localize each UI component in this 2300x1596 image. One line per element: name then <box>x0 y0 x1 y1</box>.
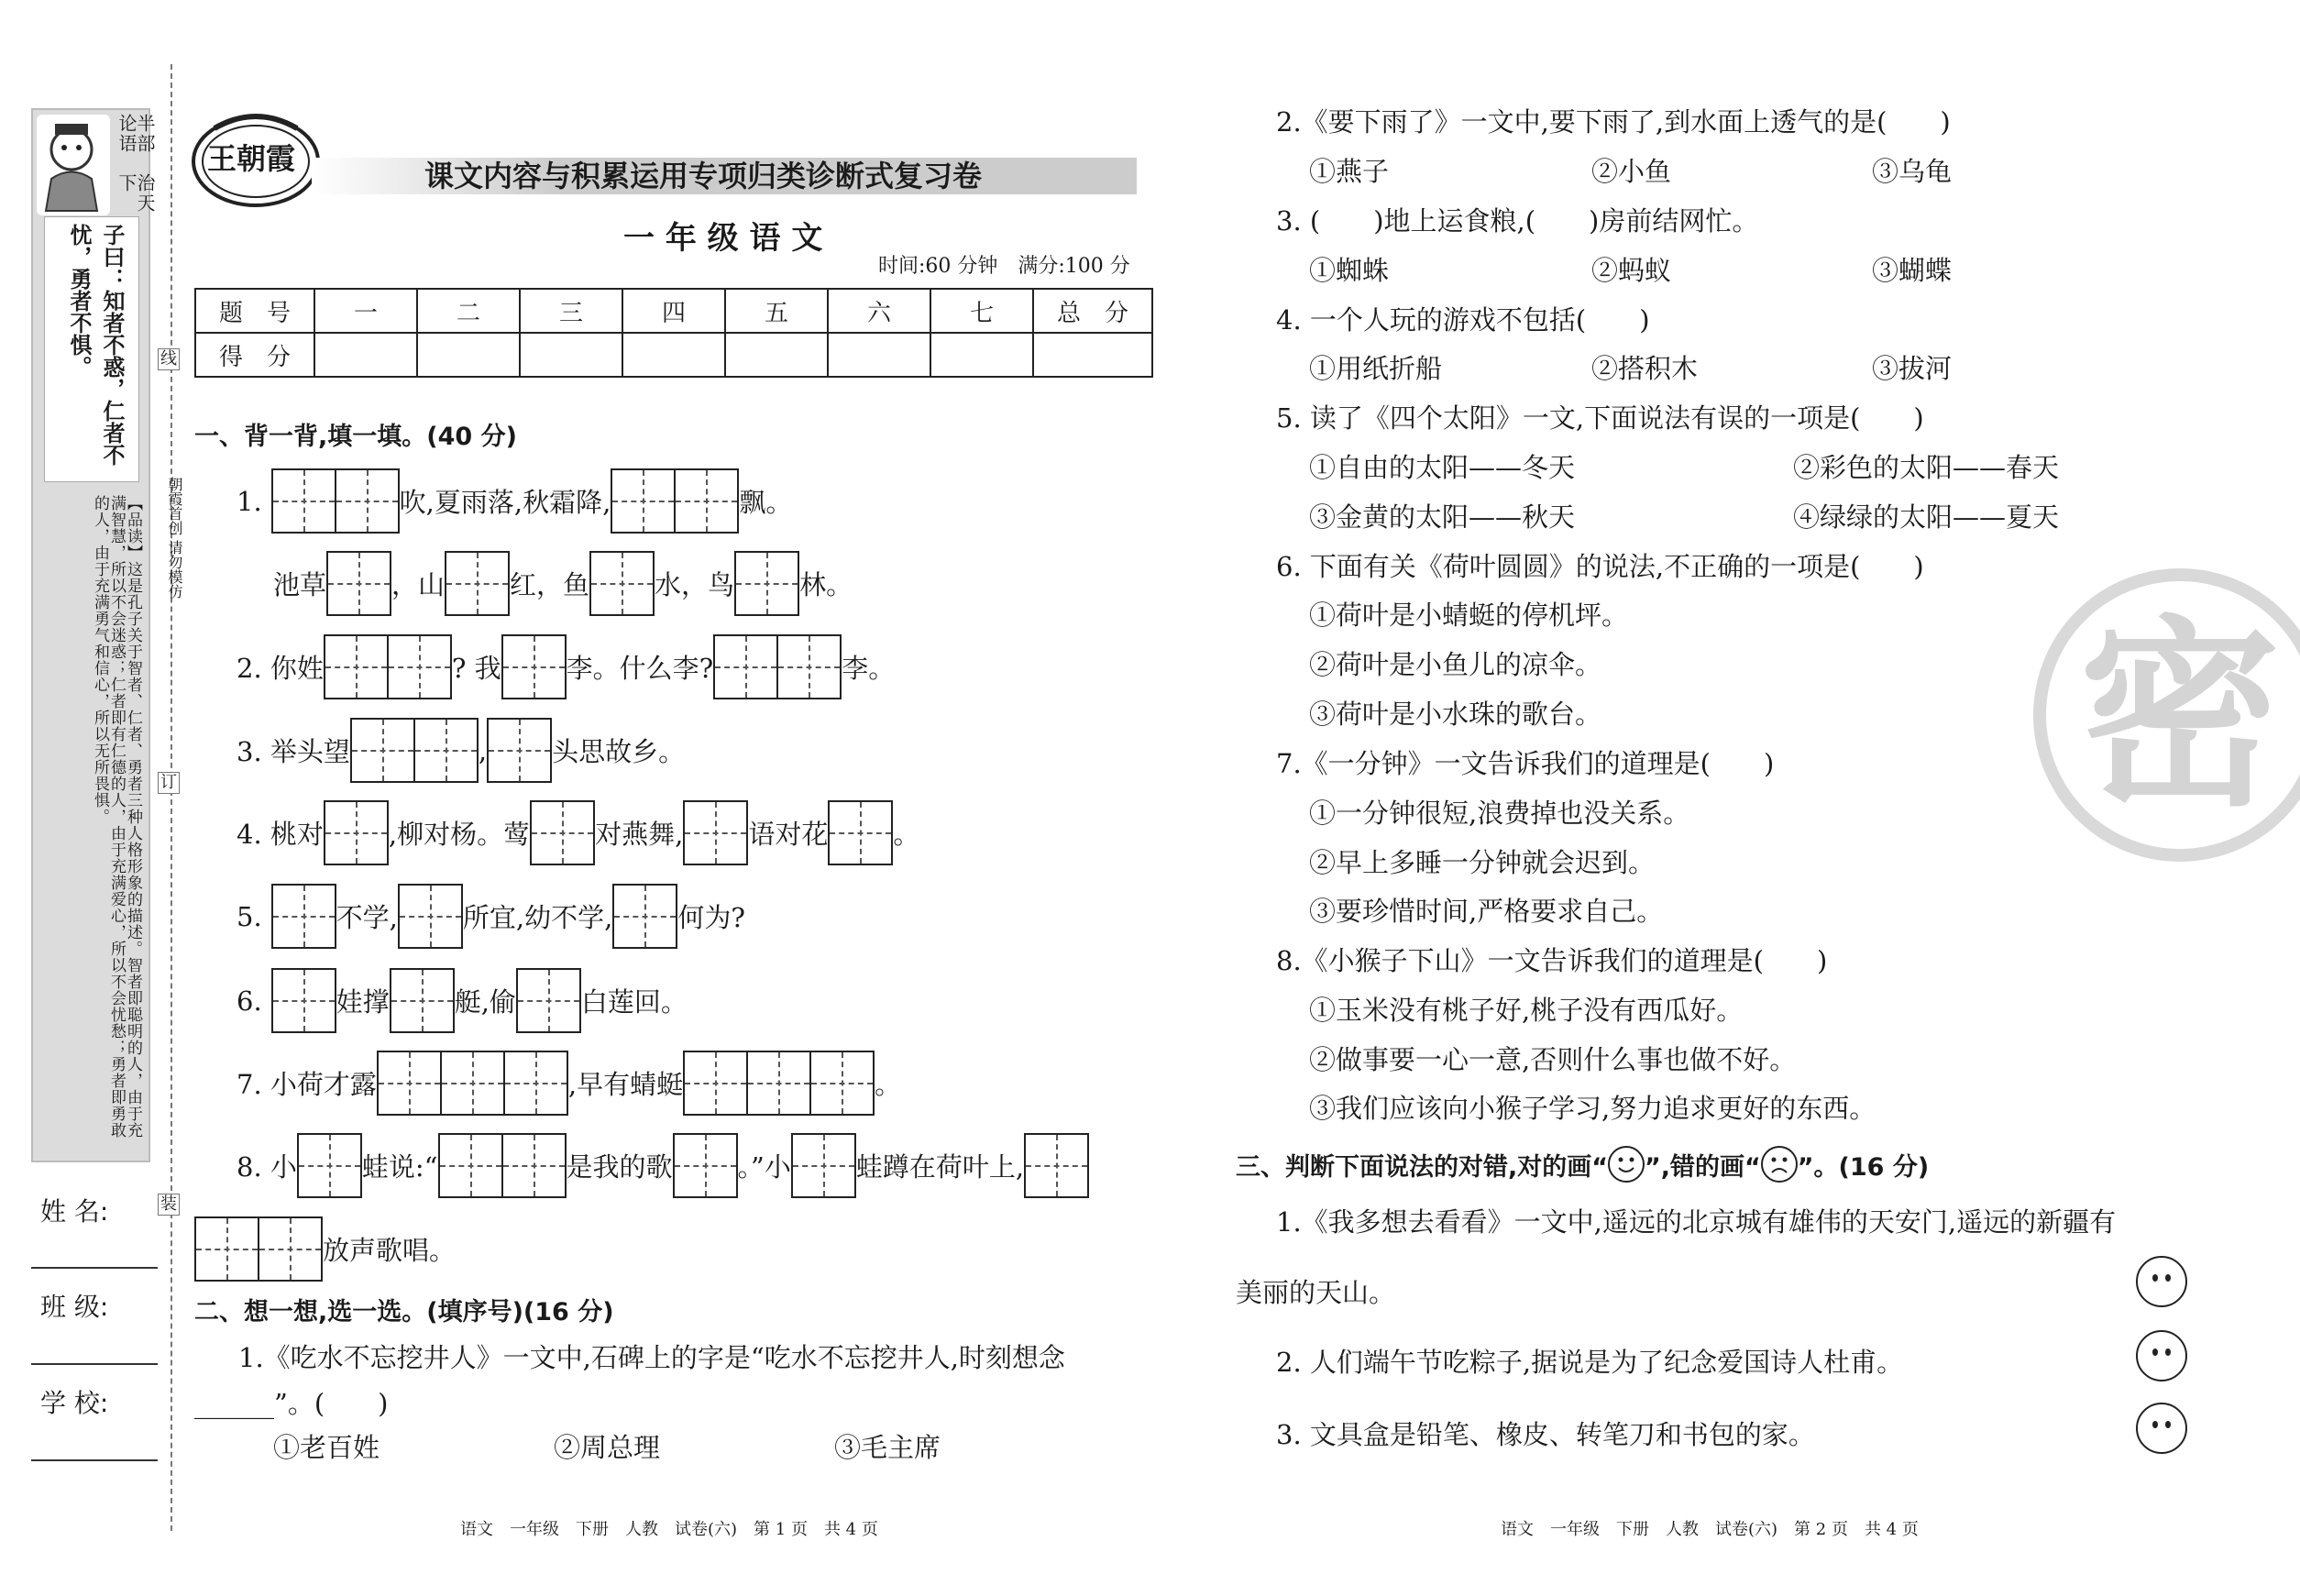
score-header: 一 <box>314 289 417 333</box>
tian-box[interactable] <box>501 1133 567 1198</box>
tian-box[interactable] <box>683 800 748 865</box>
q-text: , <box>478 734 488 766</box>
tian-box[interactable] <box>746 1051 811 1116</box>
s2-q1-opt: ①老百姓 <box>273 1432 380 1463</box>
s2-q3: 3. ( )地上运食粮,( )房前结网忙。 <box>1276 205 1759 237</box>
q7 <box>237 1051 901 1116</box>
score-header: 四 <box>622 289 725 333</box>
score-cell[interactable] <box>622 333 725 377</box>
smile-icon <box>1608 1146 1645 1183</box>
q1b <box>273 551 853 616</box>
tian-box[interactable] <box>387 634 452 699</box>
q-text: 。”小 <box>737 1151 791 1183</box>
sidebar-portrait-icon <box>37 115 110 215</box>
q-text: ? 我 <box>451 653 501 684</box>
q8b <box>194 1216 456 1282</box>
fold-mark-3: 装 <box>158 1194 180 1216</box>
s2-q6-opt: ②荷叶是小鱼儿的凉伞。 <box>1309 649 1602 680</box>
q-text: 5. <box>237 900 262 932</box>
tian-box[interactable] <box>350 718 415 783</box>
name-label: 姓 名: <box>40 1196 109 1227</box>
s2-q4-opt: ③拔河 <box>1872 353 1953 384</box>
logo-text: 王朝霞 <box>207 141 296 176</box>
answer-face-icon[interactable] <box>2136 1403 2187 1454</box>
s2-q5-opt: ①自由的太阳——冬天 <box>1309 452 1576 483</box>
s2-q4-opt: ①用纸折船 <box>1309 353 1443 384</box>
q-text: 艇,偷 <box>454 986 516 1018</box>
tian-box[interactable] <box>734 551 799 616</box>
s2-q8-opt: ③我们应该向小猴子学习,努力追求更好的东西。 <box>1309 1093 1876 1124</box>
tian-box[interactable] <box>438 1133 503 1198</box>
binding-line <box>171 64 172 1531</box>
score-header: 总 分 <box>1033 289 1152 333</box>
tian-box[interactable] <box>487 718 552 783</box>
score-cell[interactable] <box>1033 333 1152 377</box>
q-text: 所宜,幼不学, <box>462 902 613 933</box>
class-label: 班 级: <box>40 1292 109 1322</box>
s2-q6: 6. 下面有关《荷叶圆圆》的说法,不正确的一项是( ) <box>1276 551 1924 582</box>
s2-q7-opt: ③要珍惜时间,严格要求自己。 <box>1309 896 1664 927</box>
tian-box[interactable] <box>271 884 336 949</box>
score-cell[interactable] <box>725 333 828 377</box>
q8 <box>237 1133 1089 1198</box>
q-text: 4. 桃对 <box>237 819 324 850</box>
tian-box[interactable] <box>501 634 567 699</box>
tian-box[interactable] <box>673 1133 738 1198</box>
s2-q8: 8.《小猴子下山》一文告诉我们的道理是( ) <box>1276 945 1828 976</box>
q-text: 2. 你姓 <box>237 653 324 684</box>
s2-q1: 1.《吃水不忘挖井人》一文中,石碑上的字是“吃水不忘挖井人,时刻想念 <box>238 1342 1065 1373</box>
answer-face-icon[interactable] <box>2136 1256 2187 1307</box>
q-text: 语对花 <box>748 819 829 850</box>
score-header: 三 <box>520 289 622 333</box>
section3-heading-a: 三、判断下面说法的对错,对的画“ <box>1236 1152 1609 1182</box>
s2-q2-opt: ②小鱼 <box>1591 156 1672 187</box>
frown-icon <box>1761 1146 1798 1183</box>
tian-box[interactable] <box>530 800 595 865</box>
score-cell[interactable] <box>314 333 417 377</box>
s2-q5: 5. 读了《四个太阳》一文,下面说法有误的一项是( ) <box>1276 402 1924 434</box>
s2-q1-opt: ③毛主席 <box>834 1432 941 1463</box>
tian-box[interactable] <box>612 884 677 949</box>
commentary-text: 【品读】这是孔子关于智者、仁者、勇者三种人格形象的描述。智者即聪明的人，由于充满智慧，所以不会迷惑；仁者即有仁德的人，由于充满爱心，所以不会忧愁；勇者即勇敢的人，由于充满勇气和信心，所以无所畏惧。 <box>91 495 142 1139</box>
q-text: 头思故乡。 <box>552 736 686 767</box>
q-text: 林。 <box>799 569 853 600</box>
q2 <box>237 634 895 699</box>
s2-q7-opt: ①一分钟很短,浪费掉也没关系。 <box>1309 798 1690 829</box>
s2-q4: 4. 一个人玩的游戏不包括( ) <box>1276 304 1650 336</box>
tian-box[interactable] <box>258 1216 323 1282</box>
q-text: 水，鸟 <box>655 569 735 600</box>
tian-box[interactable] <box>297 1133 362 1198</box>
tian-box[interactable] <box>503 1051 568 1116</box>
tian-box[interactable] <box>390 968 455 1033</box>
tian-box[interactable] <box>516 968 581 1033</box>
s2-q8-opt: ②做事要一心一意,否则什么事也做不好。 <box>1309 1044 1797 1075</box>
q-text: 放声歌唱。 <box>323 1235 457 1266</box>
exam-meta: 时间:60 分钟 满分:100 分 <box>878 255 1130 278</box>
score-cell[interactable] <box>417 333 520 377</box>
score-header: 五 <box>725 289 828 333</box>
s2-q6-opt: ①荷叶是小蜻蜓的停机坪。 <box>1309 600 1629 631</box>
section3-heading-b: ”,错的画“ <box>1645 1152 1761 1182</box>
tian-box[interactable] <box>828 800 893 865</box>
section3-heading <box>1236 1146 1929 1183</box>
seal-text: 密 <box>2078 596 2281 833</box>
tian-box[interactable] <box>271 468 336 534</box>
tian-box[interactable] <box>413 718 479 783</box>
copyright-note: 朝霞首创 请勿模仿 <box>166 477 183 600</box>
tian-box[interactable] <box>589 551 655 616</box>
q-text: 不学, <box>336 902 398 933</box>
q-text: 飘。 <box>739 487 793 518</box>
s2-q2: 2.《要下雨了》一文中,要下雨了,到水面上透气的是( ) <box>1276 106 1951 138</box>
s2-q8-opt: ①玉米没有桃子好,桃子没有西瓜好。 <box>1309 995 1744 1026</box>
s2-q5-opt: ③金黄的太阳——秋天 <box>1309 501 1576 533</box>
s2-q3-opt: ③蝴蝶 <box>1872 255 1953 286</box>
score-row-label: 得 分 <box>195 333 314 377</box>
class-field[interactable] <box>31 1363 158 1365</box>
q4 <box>237 800 919 865</box>
s3-q2: 2. 人们端午节吃粽子,据说是为了纪念爱国诗人杜甫。 <box>1276 1347 1904 1378</box>
fold-mark-2: 订 <box>158 772 180 794</box>
quote-text: 子曰：知者不惑，仁者不忧，勇者不惧。 <box>66 224 126 466</box>
q-text: 是我的歌 <box>566 1151 673 1183</box>
doc-subtitle: 一 年 级 语 文 <box>623 220 823 257</box>
s2-q7-opt: ②早上多睡一分钟就会迟到。 <box>1309 847 1656 878</box>
tian-box[interactable] <box>324 800 389 865</box>
q-text: 对燕舞, <box>595 819 684 850</box>
q-text: 蛙蹲在荷叶上, <box>855 1151 1025 1183</box>
tian-box[interactable] <box>683 1051 748 1116</box>
answer-face-icon[interactable] <box>2136 1330 2187 1381</box>
q-text: 池草 <box>273 569 327 600</box>
score-cell[interactable] <box>520 333 622 377</box>
score-header: 二 <box>417 289 520 333</box>
s2-q6-opt: ③荷叶是小水珠的歌台。 <box>1309 699 1602 730</box>
tian-box[interactable] <box>809 1051 875 1116</box>
q-text: 何为? <box>677 902 745 933</box>
s2-q2-opt: ①燕子 <box>1309 156 1390 187</box>
doc-title: 课文内容与积累运用专项归类诊断式复习卷 <box>424 159 983 193</box>
q1a <box>237 468 792 534</box>
score-header: 六 <box>828 289 930 333</box>
score-header: 题 号 <box>195 289 314 333</box>
q-text: 3. 举头望 <box>237 736 350 767</box>
tian-box[interactable] <box>776 634 842 699</box>
q-text: ,柳对杨。莺 <box>388 819 531 850</box>
s3-q1b: 美丽的天山。 <box>1236 1277 1396 1308</box>
score-table <box>194 288 1153 378</box>
tian-box[interactable] <box>377 1051 442 1116</box>
tian-box[interactable] <box>324 634 389 699</box>
s2-q7: 7.《一分钟》一文告诉我们的道理是( ) <box>1276 748 1775 779</box>
tian-box[interactable] <box>440 1051 505 1116</box>
logo <box>187 108 325 209</box>
q-text: 白莲回。 <box>580 986 688 1018</box>
score-header-row <box>195 289 1152 333</box>
school-label: 学 校: <box>40 1388 109 1418</box>
tian-box[interactable] <box>335 468 400 534</box>
score-cell[interactable] <box>828 333 930 377</box>
tian-box[interactable] <box>194 1216 259 1282</box>
q-text: 8. 小 <box>237 1151 297 1183</box>
tian-box[interactable] <box>398 884 463 949</box>
section3-heading-c: ”。(16 分) <box>1797 1152 1930 1182</box>
q-text: ,早有蜻蜓 <box>567 1069 684 1100</box>
q-text: ，山 <box>391 569 446 600</box>
q5 <box>237 884 745 949</box>
s2-q1-opt: ②周总理 <box>554 1432 661 1463</box>
section1-heading: 一、背一背,填一填。(40 分) <box>194 423 517 451</box>
s2-q5-opt: ④绿绿的太阳——夏天 <box>1793 501 2060 533</box>
tian-box[interactable] <box>326 551 391 616</box>
s2-q3-opt: ②蚂蚁 <box>1591 255 1672 286</box>
tian-box[interactable] <box>445 551 510 616</box>
q-text: 1. <box>237 485 262 517</box>
confidential-seal <box>2033 568 2300 862</box>
q-text: 李。 <box>842 653 896 684</box>
school-field[interactable] <box>31 1459 158 1461</box>
q-text: 6. <box>237 985 262 1017</box>
s2-q1b: ______”。( ) <box>194 1388 389 1419</box>
s2-q4-opt: ②搭积木 <box>1591 353 1699 384</box>
q3 <box>237 718 685 783</box>
s3-q1a: 1.《我多想去看看》一文中,遥远的北京城有雄伟的天安门,遥远的新疆有 <box>1276 1206 2117 1238</box>
q-text: 吹,夏雨落,秋霜降, <box>399 487 611 518</box>
fold-mark-1: 线 <box>158 348 180 370</box>
tian-box[interactable] <box>674 468 739 534</box>
tian-box[interactable] <box>611 468 676 534</box>
s2-q5-opt: ②彩色的太阳——春天 <box>1793 452 2060 483</box>
score-row <box>195 333 1152 377</box>
section2-heading: 二、想一想,选一选。(填序号)(16 分) <box>194 1298 614 1326</box>
footer-right: 语文 一年级 下册 人教 试卷(六) 第 2 页 共 4 页 <box>1501 1520 1919 1539</box>
q-text: 李。什么李? <box>566 653 714 684</box>
q-text: 蛙说:“ <box>361 1151 438 1183</box>
q6 <box>237 968 688 1033</box>
s3-q3: 3. 文具盒是铅笔、橡皮、转笔刀和书包的家。 <box>1276 1419 1815 1450</box>
q-text: 。 <box>893 819 920 850</box>
q-text: 娃撑 <box>336 986 390 1018</box>
tian-box[interactable] <box>791 1133 856 1198</box>
name-field[interactable] <box>31 1267 158 1269</box>
q-text: 。 <box>875 1069 902 1100</box>
score-cell[interactable] <box>930 333 1033 377</box>
tian-box[interactable] <box>713 634 778 699</box>
score-header: 七 <box>930 289 1033 333</box>
s2-q3-opt: ①蜘蛛 <box>1309 255 1390 286</box>
sidebar-vertical-title: 半部论语治天下 <box>116 114 156 214</box>
q-text: 7. 小荷才露 <box>237 1069 377 1100</box>
s2-q2-opt: ③乌龟 <box>1872 156 1953 187</box>
q-text: 红，鱼 <box>510 569 590 600</box>
tian-box[interactable] <box>1024 1133 1089 1198</box>
footer-left: 语文 一年级 下册 人教 试卷(六) 第 1 页 共 4 页 <box>460 1520 878 1539</box>
tian-box[interactable] <box>271 968 336 1033</box>
